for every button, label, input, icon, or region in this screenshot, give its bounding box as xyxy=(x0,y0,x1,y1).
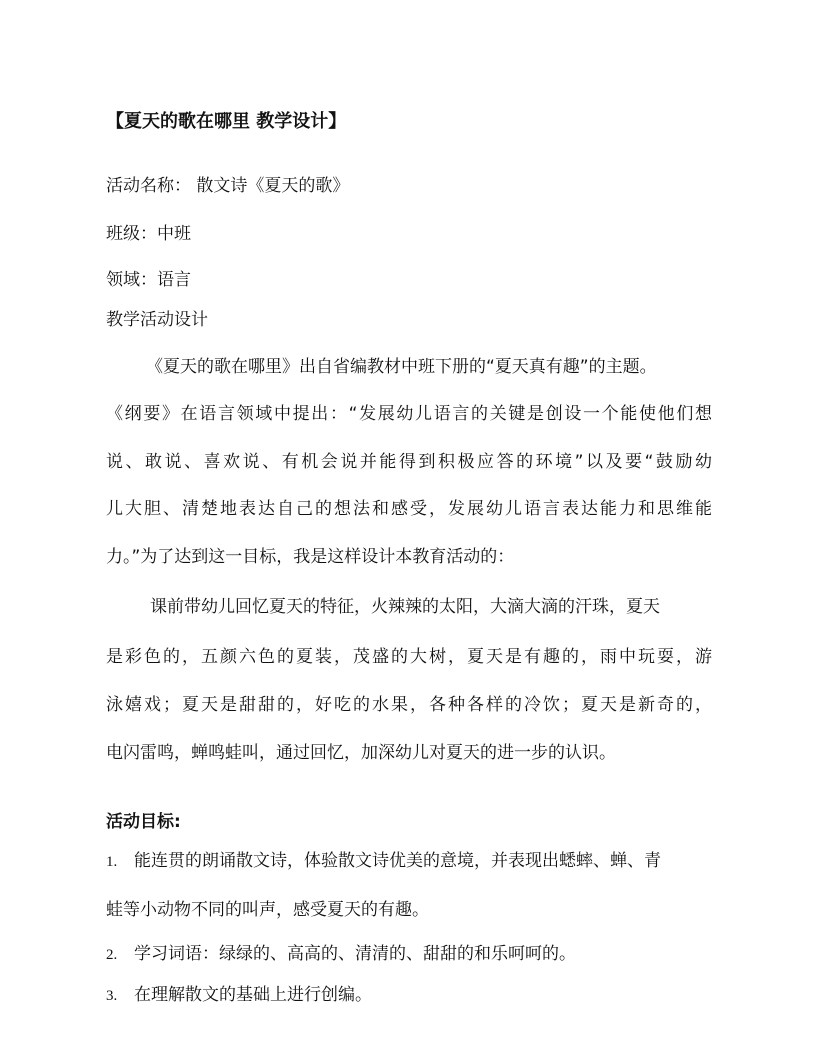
goal-item-3 xyxy=(106,983,372,1008)
goal-item-2 xyxy=(106,942,576,967)
para1-line-1: 《夏天的歌在哪里》出自省编教材中班下册的“夏天真有趣”的主题。 xyxy=(146,357,657,377)
para2-line-3: 泳嬉戏；夏天是甜甜的，好吃的水果，各种各样的冷饮；夏天是新奇的， xyxy=(106,695,712,715)
document-title: 【夏天的歌在哪里 教学设计】 xyxy=(106,111,347,132)
goal-number: 2. xyxy=(106,947,118,963)
para1-line-4: 儿大胆、清楚地表达自己的想法和感受，发展幼儿语言表达能力和思维能 xyxy=(106,499,712,519)
class-level-line: 班级：中班 xyxy=(106,224,191,244)
para2-line-1: 课前带幼儿回忆夏天的特征，火辣辣的太阳，大滴大滴的汗珠，夏天 xyxy=(150,597,660,617)
para2-line-2: 是彩色的，五颜六色的夏装，茂盛的大树，夏天是有趣的，雨中玩耍，游 xyxy=(106,647,712,667)
goal-item-1-continuation: 蛙等小动物不同的叫声，感受夏天的有趣。 xyxy=(106,900,429,920)
para1-line-3: 说、敢说、喜欢说、有机会说并能得到积极应答的环境”以及要“鼓励幼 xyxy=(106,452,712,472)
design-heading: 教学活动设计 xyxy=(106,310,208,330)
para2-line-4: 电闪雷鸣，蝉鸣蛙叫，通过回忆，加深幼儿对夏天的进一步的认识。 xyxy=(106,743,616,763)
goal-text: 在理解散文的基础上进行创编。 xyxy=(134,985,372,1005)
goal-item-1 xyxy=(106,849,661,874)
goals-heading: 活动目标: xyxy=(106,812,181,832)
goal-text: 学习词语：绿绿的、高高的、清清的、甜甜的和乐呵呵的。 xyxy=(134,944,576,964)
goal-number: 3. xyxy=(106,988,118,1004)
goal-text: 能连贯的朗诵散文诗，体验散文诗优美的意境，并表现出蟋蟀、蝉、青 xyxy=(134,851,661,871)
domain-field-line: 领域：语言 xyxy=(106,270,191,290)
activity-name-line: 活动名称： 散文诗《夏天的歌》 xyxy=(106,176,350,196)
para1-line-5: 力。”为了达到这一目标，我是这样设计本教育活动的： xyxy=(106,547,515,567)
para1-line-2: 《纲要》在语言领域中提出：“发展幼儿语言的关键是创设一个能使他们想 xyxy=(106,404,712,424)
goal-number: 1. xyxy=(106,854,118,870)
